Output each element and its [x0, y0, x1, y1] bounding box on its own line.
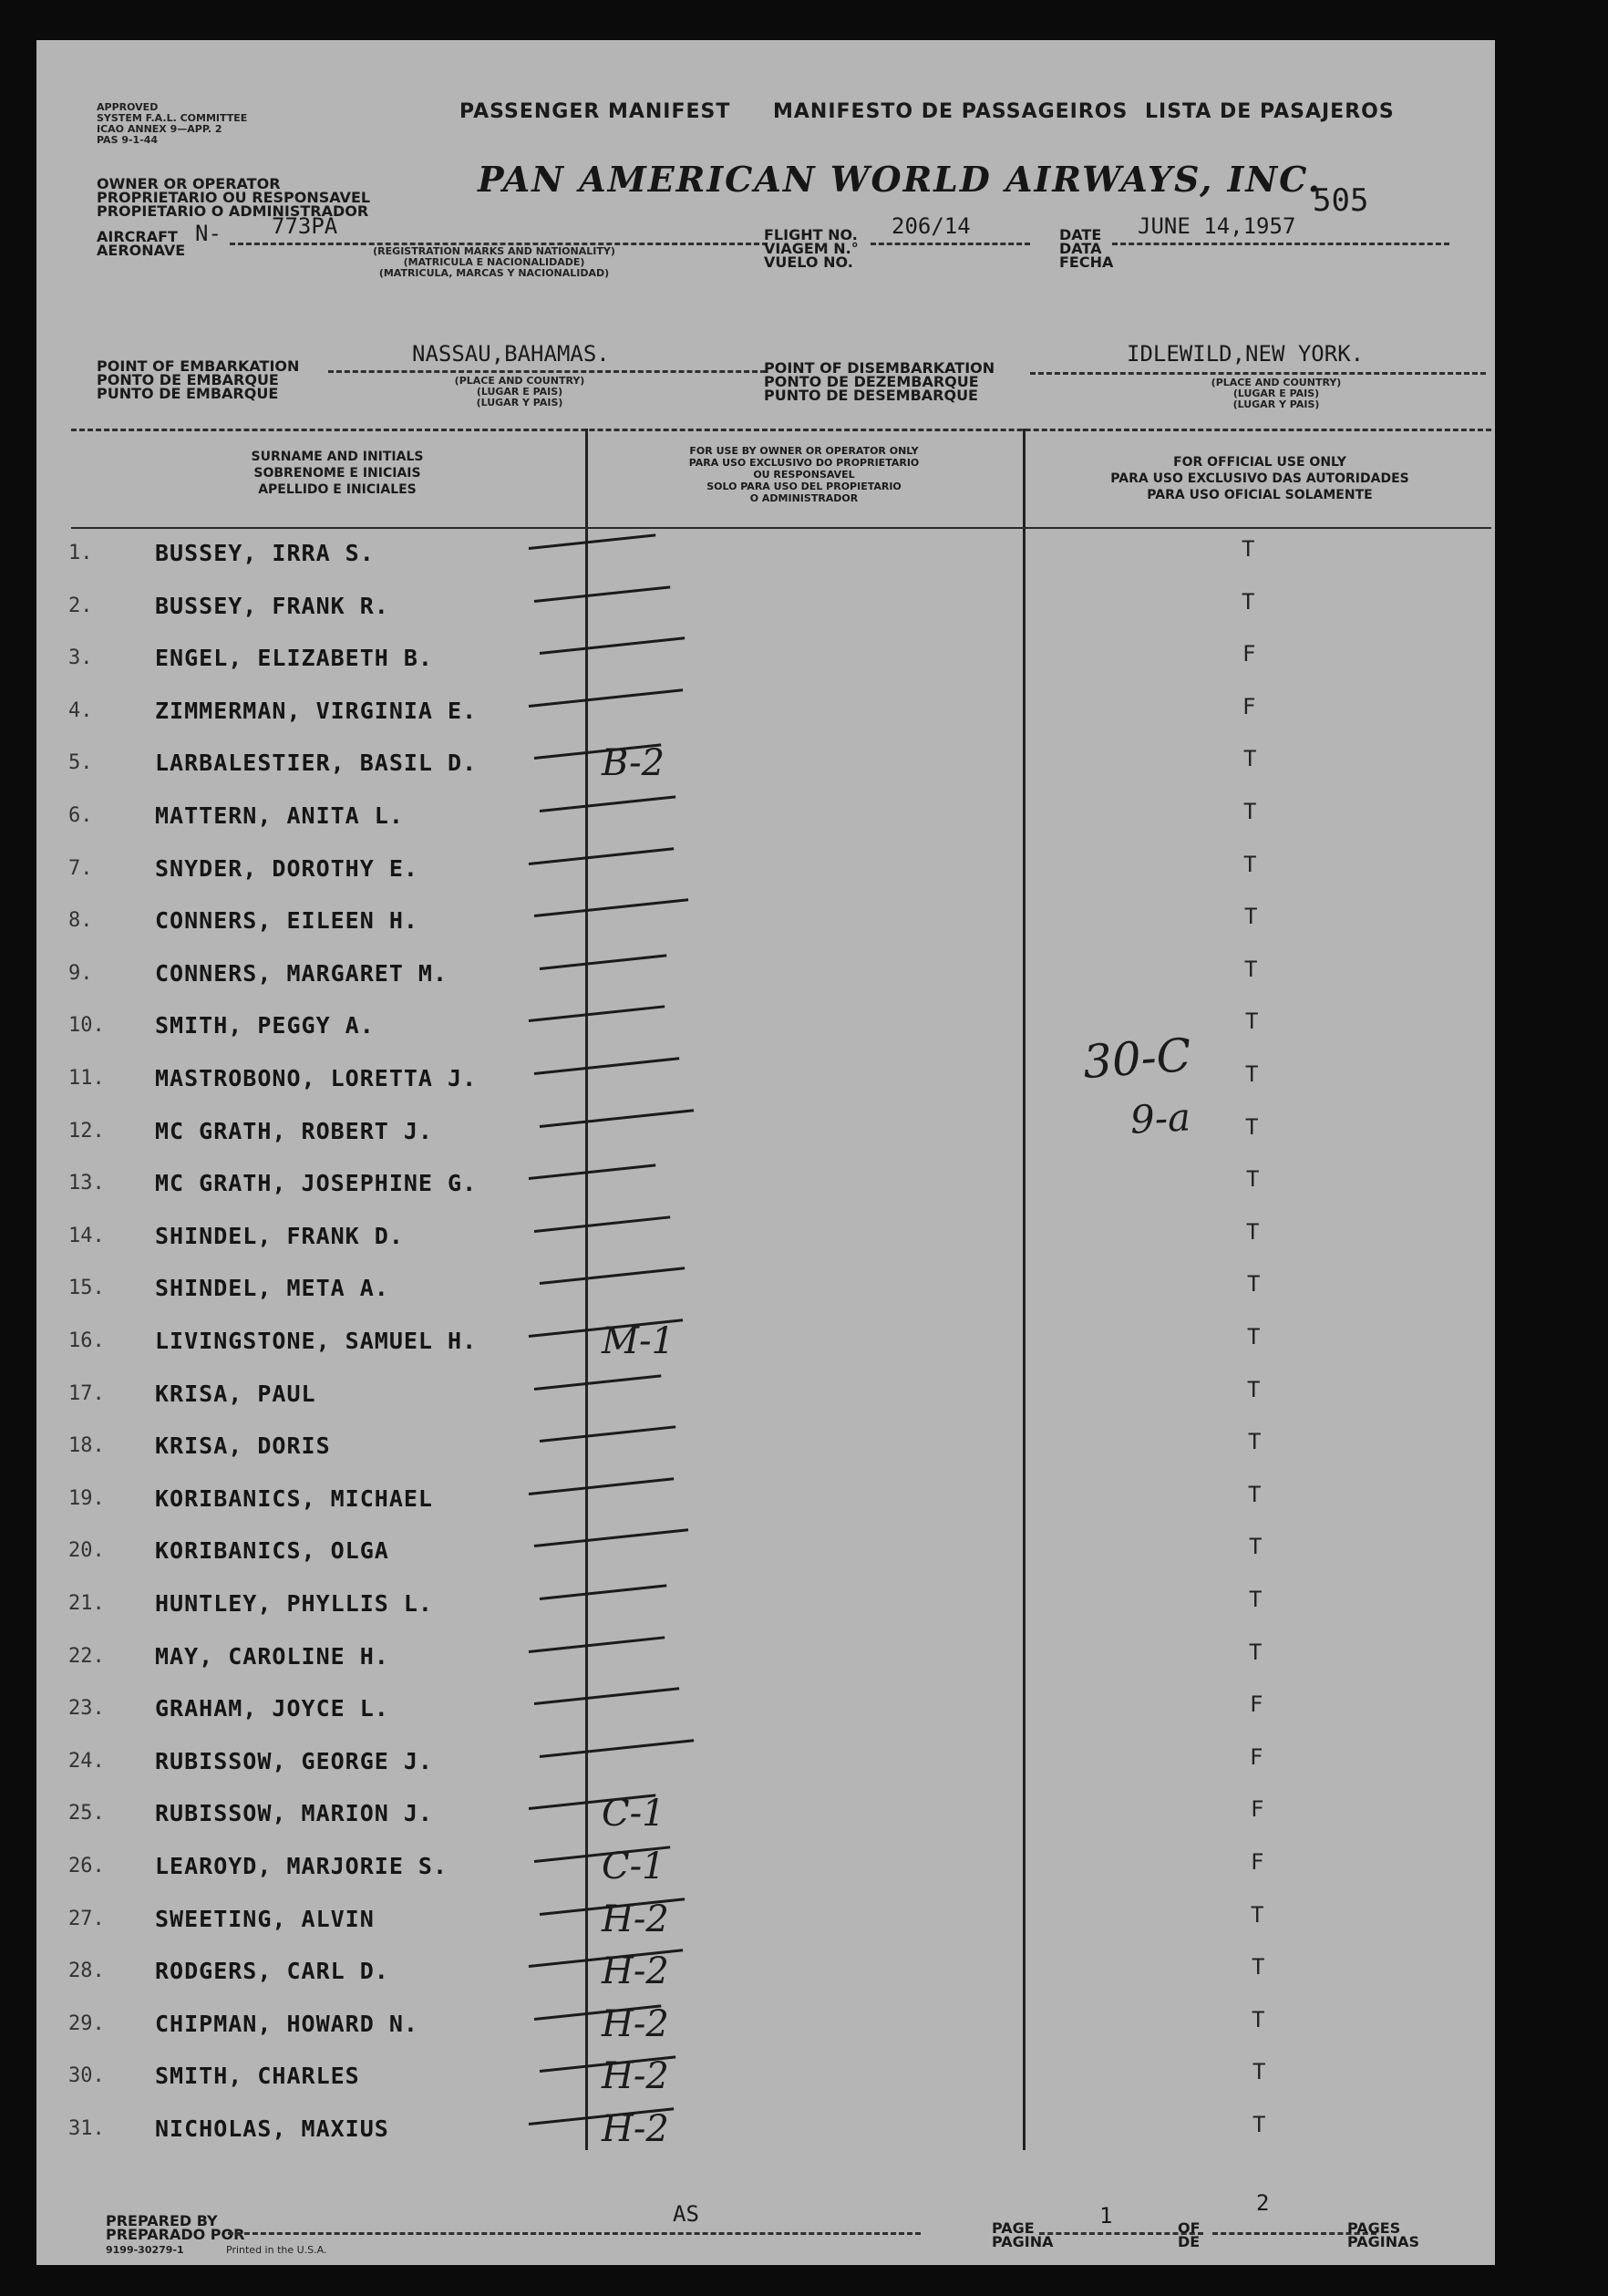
aircraft-label: AIRCRAFT [97, 228, 178, 245]
column-header-line: SURNAME AND INITIALS [251, 450, 424, 464]
check-stroke [529, 847, 674, 865]
pages-label: PAGES [1347, 2219, 1401, 2237]
aircraft-registration: 773PA [272, 213, 338, 239]
flight-labels [764, 228, 859, 269]
official-mark: T [1252, 2006, 1265, 2032]
passenger-name: CHIPMAN, HOWARD N. [155, 2010, 418, 2037]
check-stroke [540, 795, 675, 812]
table-row [36, 1741, 1495, 1793]
disembarkation-place: IDLEWILD,NEW YORK. [1127, 341, 1365, 367]
check-stroke [529, 533, 656, 550]
embarkation-label: PUNTO DE EMBARQUE [97, 385, 279, 402]
check-stroke [540, 1267, 685, 1286]
check-stroke [534, 1687, 679, 1705]
row-number: 1. [68, 542, 93, 564]
official-mark: T [1248, 1429, 1262, 1455]
aircraft-sublabels [294, 246, 695, 279]
check-stroke [540, 954, 667, 970]
row-number: 23. [68, 1697, 105, 1721]
table-row [36, 1215, 1495, 1267]
aircraft-sublabel: (MATRICULA, MARCAS Y NACIONALIDAD) [378, 267, 610, 279]
official-mark: F [1250, 1743, 1263, 1770]
passenger-name: BUSSEY, IRRA S. [155, 540, 375, 566]
official-mark: T [1246, 1218, 1260, 1245]
row-number: 16. [68, 1329, 105, 1352]
row-number: 11. [68, 1067, 105, 1090]
flight-label: FLIGHT NO. [764, 226, 858, 243]
header-es: LISTA DE PASAJEROS [1145, 100, 1395, 123]
passenger-name: SMITH, PEGGY A. [155, 1012, 375, 1039]
flight-underline [871, 243, 1030, 245]
passenger-name: ZIMMERMAN, VIRGINIA E. [155, 697, 478, 724]
embarkation-label: POINT OF EMBARKATION [97, 357, 300, 375]
flight-date: JUNE 14,1957 [1138, 213, 1296, 239]
passenger-name: MATTERN, ANITA L. [155, 802, 404, 829]
embarkation-sublabel: (LUGAR Y PAIS) [476, 397, 563, 409]
preparer-initials: AS [673, 2201, 699, 2227]
passenger-name: LARBALESTIER, BASIL D. [155, 750, 478, 777]
disembarkation-sublabels [1158, 377, 1395, 410]
handwritten-annotation: 30-C [1081, 1028, 1193, 1090]
passenger-name: KRISA, PAUL [155, 1380, 316, 1407]
passenger-name: CONNERS, EILEEN H. [155, 907, 418, 935]
passenger-list [36, 533, 1495, 2165]
check-stroke [529, 1006, 665, 1023]
column-header-line: OU RESPONSAVEL [753, 469, 855, 481]
passenger-name: RODGERS, CARL D. [155, 1958, 389, 1985]
header-en: PASSENGER MANIFEST [459, 100, 731, 123]
table-row [36, 1530, 1495, 1582]
handwritten-code: H-2 [602, 1950, 669, 1993]
handwritten-code: C-1 [602, 1846, 665, 1887]
passenger-name: SWEETING, ALVIN [155, 1905, 375, 1932]
approval-block [97, 102, 247, 146]
column-header-line: O ADMINISTRADOR [749, 492, 859, 504]
handwritten-code: H-2 [602, 2055, 669, 2098]
owner-label: PROPIETARIO O ADMINISTRADOR [97, 202, 369, 220]
column-header-line: PARA USO EXCLUSIVO DO PROPRIETARIO [688, 457, 920, 469]
row-number: 24. [68, 1749, 105, 1773]
row-number: 28. [68, 1960, 105, 1983]
of-labels [1178, 2221, 1201, 2249]
manifest-sheet [36, 40, 1495, 2265]
check-stroke [529, 1477, 674, 1495]
embarkation-sublabel: (LUGAR E PAIS) [476, 386, 563, 398]
table-row [36, 1636, 1495, 1688]
passenger-name: SNYDER, DOROTHY E. [155, 854, 418, 882]
passenger-name: CONNERS, MARGARET M. [155, 959, 448, 987]
owner-label: PROPRIETARIO OU RESPONSAVEL [97, 189, 371, 206]
row-number: 20. [68, 1539, 105, 1563]
table-row [36, 2003, 1495, 2055]
approval-line: APPROVED [97, 101, 159, 113]
row-number: 21. [68, 1592, 105, 1615]
aircraft-sublabel: (REGISTRATION MARKS AND NATIONALITY) [373, 245, 615, 257]
row-number: 30. [68, 2064, 105, 2088]
table-row [36, 637, 1495, 689]
passenger-name: ENGEL, ELIZABETH B. [155, 645, 433, 672]
passenger-name: GRAHAM, JOYCE L. [155, 1695, 389, 1722]
table-row [36, 1163, 1495, 1215]
pages-label: PAGINAS [1347, 2233, 1420, 2250]
passenger-name: HUNTLEY, PHYLLIS L. [155, 1590, 433, 1617]
row-number: 29. [68, 2012, 105, 2035]
of-label: DE [1178, 2233, 1201, 2250]
row-number: 2. [68, 594, 93, 617]
table-row [36, 1793, 1495, 1845]
disembarkation-sublabel: (LUGAR Y PAIS) [1232, 398, 1320, 410]
prepared-by-labels [106, 2214, 244, 2241]
official-mark: T [1245, 1008, 1259, 1035]
pages-labels [1347, 2221, 1419, 2249]
date-labels [1059, 228, 1113, 269]
official-mark: T [1244, 956, 1258, 982]
official-mark: T [1252, 2059, 1266, 2085]
table-row [36, 848, 1495, 900]
handwritten-annotation: 9-a [1129, 1094, 1192, 1143]
table-row [36, 1950, 1495, 2002]
table-row [36, 690, 1495, 742]
disembarkation-sublabel: (PLACE AND COUNTRY) [1211, 377, 1342, 388]
check-stroke [534, 1215, 670, 1233]
official-mark: T [1247, 1376, 1261, 1402]
operator-name: PAN AMERICAN WORLD AIRWAYS, INC. [478, 159, 1322, 200]
printed-in: Printed in the U.S.A. [226, 2244, 327, 2256]
official-mark: T [1243, 746, 1257, 772]
passenger-name: MASTROBONO, LORETTA J. [155, 1065, 478, 1091]
disembarkation-sublabel: (LUGAR E PAIS) [1232, 388, 1320, 399]
check-stroke [534, 1529, 688, 1548]
owner-label: OWNER OR OPERATOR [97, 175, 281, 192]
passenger-name: RUBISSOW, GEORGE J. [155, 1747, 433, 1774]
page-label: PAGINA [992, 2233, 1054, 2250]
row-number: 5. [68, 751, 93, 775]
row-number: 26. [68, 1855, 105, 1877]
date-label: FECHA [1059, 253, 1114, 271]
column-header-line: PARA USO OFICIAL SOLAMENTE [1147, 488, 1373, 502]
table-header-divider [71, 527, 1491, 529]
column-header-official [1032, 454, 1488, 503]
table-row [36, 1478, 1495, 1530]
official-mark: T [1244, 904, 1258, 930]
table-row [36, 1425, 1495, 1477]
check-stroke [540, 1739, 694, 1758]
official-mark: T [1245, 1061, 1259, 1087]
column-header-operator [594, 445, 1014, 504]
official-mark: T [1243, 851, 1257, 877]
embarkation-sublabel: (PLACE AND COUNTRY) [454, 375, 585, 387]
of-label: OF [1178, 2219, 1201, 2237]
column-header-line: FOR OFFICIAL USE ONLY [1173, 455, 1346, 470]
disembarkation-underline [1030, 372, 1486, 375]
embarkation-place: NASSAU,BAHAMAS. [412, 341, 610, 367]
column-header-line: FOR USE BY OWNER OR OPERATOR ONLY [689, 445, 919, 457]
official-mark: T [1247, 1324, 1261, 1350]
table-row [36, 1005, 1495, 1057]
header-pt: MANIFESTO DE PASSAGEIROS [773, 100, 1129, 123]
handwritten-code: M-1 [602, 1320, 675, 1362]
passenger-name: MAY, CAROLINE H. [155, 1642, 389, 1670]
official-mark: F [1250, 1691, 1263, 1718]
table-row [36, 900, 1495, 952]
date-label: DATE [1059, 226, 1102, 243]
page-labels [992, 2221, 1054, 2249]
row-number: 31. [68, 2117, 105, 2140]
official-mark: T [1249, 1587, 1263, 1612]
flight-number: 206/14 [892, 213, 971, 239]
flight-label: VIAGEM N.° [764, 240, 859, 257]
official-mark: T [1252, 2112, 1266, 2137]
passenger-name: KORIBANICS, OLGA [155, 1537, 389, 1565]
check-stroke [529, 688, 683, 708]
embarkation-label: PONTO DE EMBARQUE [97, 371, 279, 388]
passenger-name: KRISA, DORIS [155, 1432, 331, 1460]
check-stroke [534, 1057, 679, 1075]
passenger-name: SHINDEL, FRANK D. [155, 1222, 404, 1249]
row-number: 17. [68, 1381, 105, 1405]
check-stroke [534, 585, 670, 603]
row-number: 22. [68, 1644, 105, 1668]
approval-line: ICAO ANNEX 9—APP. 2 [97, 123, 222, 135]
passenger-name: RUBISSOW, MARION J. [155, 1800, 433, 1827]
passenger-name: LIVINGSTONE, SAMUEL H. [155, 1328, 478, 1354]
handwritten-code: H-2 [602, 2108, 669, 2150]
official-mark: T [1243, 799, 1257, 824]
column-header-line: SOBRENOME E INICIAIS [253, 466, 421, 481]
flight-label: VUELO NO. [764, 253, 853, 271]
table-row [36, 742, 1495, 794]
passenger-name: LEAROYD, MARJORIE S. [155, 1853, 448, 1879]
table-row [36, 953, 1495, 1005]
check-stroke [540, 636, 685, 655]
approval-line: SYSTEM F.A.L. COMMITTEE [97, 112, 248, 124]
table-row [36, 1688, 1495, 1740]
table-row [36, 2055, 1495, 2107]
date-underline [1112, 243, 1449, 245]
official-mark: F [1242, 693, 1256, 719]
column-header-line: PARA USO EXCLUSIVO DAS AUTORIDADES [1110, 471, 1409, 486]
row-number: 13. [68, 1172, 105, 1195]
embarkation-labels [97, 359, 299, 400]
prepared-label: PREPARED BY [106, 2212, 218, 2229]
embarkation-underline [328, 370, 766, 373]
passenger-name: SHINDEL, META A. [155, 1275, 389, 1302]
table-row [36, 1267, 1495, 1319]
table-top-border [71, 429, 1491, 431]
total-pages: 2 [1256, 2190, 1270, 2216]
check-stroke [540, 1109, 694, 1128]
table-row [36, 795, 1495, 847]
row-number: 4. [68, 698, 93, 722]
check-stroke [534, 898, 688, 917]
prepared-label: PREPARADO POR [106, 2226, 245, 2243]
check-stroke [534, 1374, 662, 1391]
check-stroke [529, 1636, 665, 1653]
handwritten-code: H-2 [602, 1898, 669, 1940]
table-row [36, 1583, 1495, 1635]
row-number: 7. [68, 856, 93, 880]
official-mark: T [1252, 1954, 1265, 1981]
row-number: 9. [68, 961, 93, 985]
disembarkation-label: PUNTO DE DESEMBARQUE [764, 387, 978, 404]
official-mark: T [1242, 536, 1255, 562]
table-row [36, 1320, 1495, 1372]
official-mark: T [1251, 1901, 1264, 1928]
page-number: 1 [1099, 2203, 1113, 2229]
passenger-name: KORIBANICS, MICHAEL [155, 1484, 433, 1512]
row-number: 12. [68, 1119, 105, 1143]
row-number: 19. [68, 1486, 105, 1510]
aircraft-prefix: N- [195, 221, 222, 246]
aircraft-label: AERONAVE [97, 242, 186, 259]
table-row [36, 2108, 1495, 2160]
row-number: 10. [68, 1014, 105, 1038]
official-mark: T [1247, 1271, 1261, 1298]
row-number: 6. [68, 804, 93, 827]
table-row [36, 1898, 1495, 1950]
official-mark: F [1251, 1849, 1264, 1875]
official-mark: T [1248, 1481, 1262, 1507]
passenger-name: MC GRATH, JOSEPHINE G. [155, 1170, 478, 1197]
owner-labels [97, 177, 370, 218]
aircraft-labels [97, 230, 185, 257]
table-row [36, 1111, 1495, 1163]
column-header-line: SOLO PARA USO DEL PROPIETARIO [706, 481, 902, 492]
passenger-name: BUSSEY, FRANK R. [155, 592, 389, 619]
disembarkation-label: POINT OF DISEMBARKATION [764, 359, 995, 377]
row-number: 3. [68, 646, 93, 670]
row-number: 15. [68, 1277, 105, 1300]
column-header-line: APELLIDO E INICIALES [258, 482, 417, 497]
date-label: DATA [1059, 240, 1102, 257]
page-stamp-number: 505 [1313, 182, 1369, 219]
check-stroke [540, 1426, 675, 1443]
handwritten-code: C-1 [602, 1793, 665, 1836]
check-stroke [529, 1164, 656, 1181]
table-row [36, 1846, 1495, 1898]
row-number: 25. [68, 1802, 105, 1825]
official-mark: T [1249, 1639, 1263, 1665]
row-number: 14. [68, 1224, 105, 1247]
official-mark: F [1251, 1796, 1264, 1823]
passenger-name: MC GRATH, ROBERT J. [155, 1117, 433, 1144]
official-mark: F [1242, 641, 1256, 667]
table-row [36, 533, 1495, 584]
official-mark: T [1245, 1113, 1259, 1140]
table-row [36, 1373, 1495, 1425]
handwritten-code: H-2 [602, 2002, 669, 2045]
aircraft-sublabel: (MATRICULA E NACIONALIDADE) [403, 256, 585, 268]
column-header-name [109, 449, 565, 498]
table-row [36, 1058, 1495, 1110]
embarkation-sublabels [401, 376, 638, 409]
disembarkation-labels [764, 361, 995, 402]
table-row [36, 585, 1495, 637]
passenger-name: SMITH, CHARLES [155, 2063, 360, 2090]
prepared-underline [228, 2232, 921, 2235]
row-number: 8. [68, 909, 93, 933]
form-code: 9199-30279-1 [106, 2244, 184, 2256]
approval-line: PAS 9-1-44 [97, 134, 159, 146]
official-mark: T [1246, 1166, 1260, 1193]
official-mark: T [1242, 588, 1255, 615]
row-number: 18. [68, 1434, 105, 1458]
passenger-name: NICHOLAS, MAXIUS [155, 2115, 389, 2142]
row-number: 27. [68, 1907, 105, 1930]
handwritten-code: B-2 [602, 742, 665, 785]
disembarkation-label: PONTO DE DEZEMBARQUE [764, 373, 979, 390]
official-mark: T [1249, 1534, 1263, 1560]
page-label: PAGE [992, 2219, 1035, 2237]
check-stroke [540, 1584, 667, 1600]
